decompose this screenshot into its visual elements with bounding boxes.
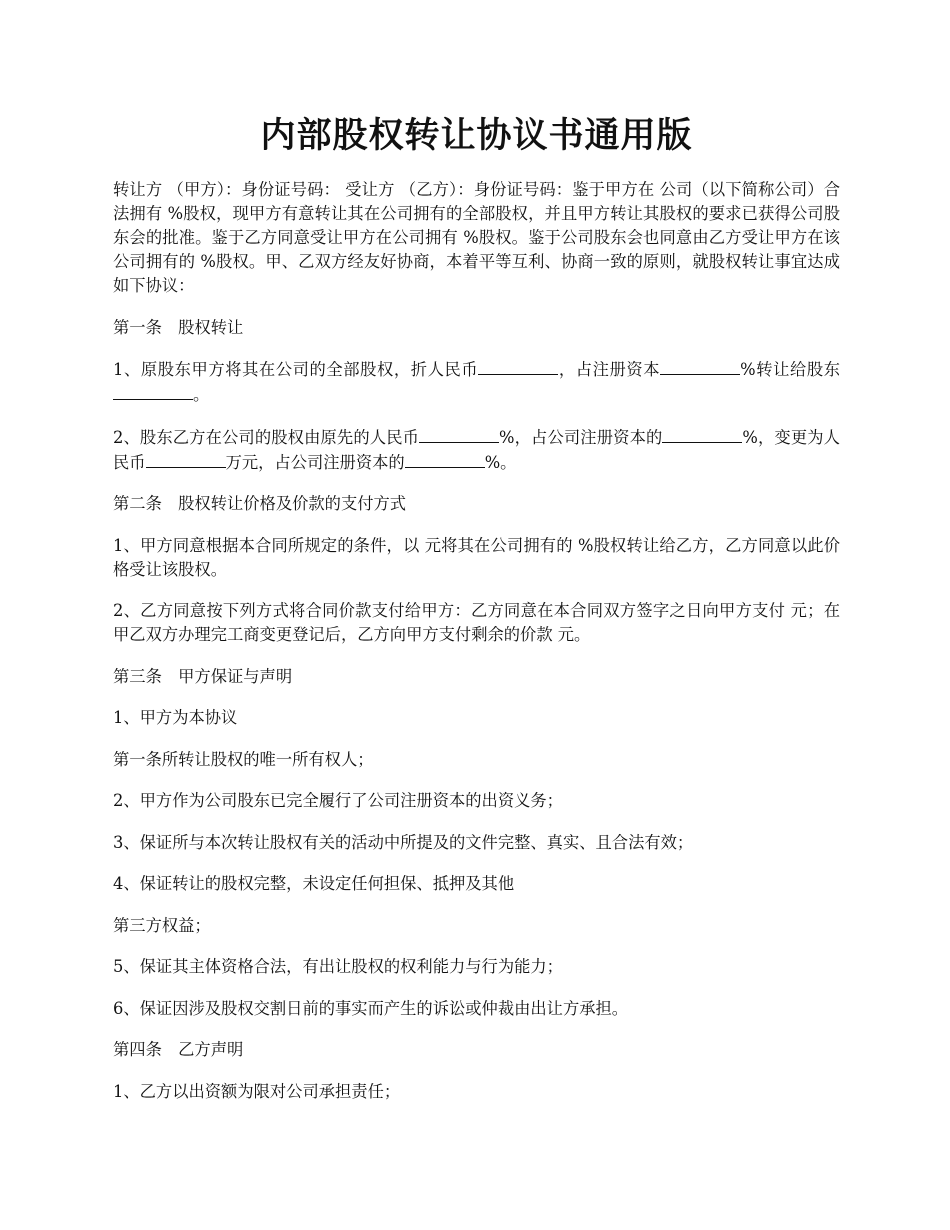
fill-in-blank[interactable] bbox=[662, 425, 742, 443]
article-3-line: 第一条所转让股权的唯一所有权人； bbox=[113, 749, 374, 769]
clause-text: 2、股东乙方在公司的股权由原先的人民币 bbox=[113, 427, 420, 447]
fill-in-blank[interactable] bbox=[146, 450, 226, 468]
article-1-heading: 第一条 股权转让 bbox=[113, 317, 244, 337]
fill-in-blank[interactable] bbox=[419, 425, 499, 443]
intro-paragraph: 转让方 （甲方）：身份证号码： 受让方 （乙方）：身份证号码：鉴于甲方在 公司（以下简称公司）合法拥有 %股权，现甲方有意转让其在公司拥有的全部股权，并且甲方转让其股权的要求已获得公司股东会的批准。鉴于乙方同意受让甲方在公司拥有 %股权。鉴于公司股东会也同意由乙方受让甲方在该公司拥有的 %股权。甲、乙双方经友好协商，本着平等互利、协商一致的原则，就股权转让事宜达成如下协议： bbox=[113, 180, 840, 295]
clause-text: ，占注册资本 bbox=[558, 360, 661, 379]
article-3-line: 5、保证其主体资格合法，有出让股权的权利能力与行为能力； bbox=[113, 957, 563, 976]
article-4-line: 1、乙方以出资额为限对公司承担责任； bbox=[113, 1081, 401, 1101]
article-3-line: 3、保证所与本次转让股权有关的活动中所提及的文件完整、真实、且合法有效； bbox=[113, 832, 694, 852]
clause-text: 万元，占公司注册资本的 bbox=[225, 452, 405, 472]
clause-text: 1、原股东甲方将其在公司的全部股权，折人民币 bbox=[113, 360, 479, 379]
article-2-clause-2: 2、乙方同意按下列方式将合同价款支付给甲方：乙方同意在本合同双方签字之日向甲方支付 元；在甲乙双方办理完工商变更登记后，乙方向甲方支付剩余的价款 元。 bbox=[113, 601, 840, 644]
article-3-heading: 第三条 甲方保证与声明 bbox=[113, 666, 293, 686]
article-3-line: 4、保证转让的股权完整，未设定任何担保、抵押及其他 bbox=[113, 874, 515, 893]
article-3-line: 6、保证因涉及股权交割日前的事实而产生的诉讼或仲裁由出让方承担。 bbox=[113, 998, 629, 1018]
article-3-line: 第三方权益； bbox=[113, 915, 211, 935]
fill-in-blank[interactable] bbox=[113, 382, 193, 400]
article-1-clause-2 bbox=[113, 425, 840, 475]
fill-in-blank[interactable] bbox=[478, 357, 558, 375]
article-2-clause-1: 1、甲方同意根据本合同所规定的条件，以 元将其在公司拥有的 %股权转让给乙方，乙方同意以此价格受让该股权。 bbox=[113, 535, 840, 579]
fill-in-blank[interactable] bbox=[405, 450, 485, 468]
document-title: 内部股权转让协议书通用版 bbox=[260, 115, 693, 156]
article-1-clause-1 bbox=[113, 357, 840, 407]
document-body bbox=[113, 178, 840, 1121]
article-4-heading: 第四条 乙方声明 bbox=[113, 1040, 244, 1059]
article-3-line: 2、甲方作为公司股东已完全履行了公司注册资本的出资义务； bbox=[113, 791, 563, 810]
fill-in-blank[interactable] bbox=[660, 357, 740, 375]
article-2-heading: 第二条 股权转让价格及价款的支付方式 bbox=[113, 494, 407, 513]
article-3-line: 1、甲方为本协议 bbox=[113, 708, 238, 727]
clause-text: %，变更为人民币 bbox=[113, 427, 840, 472]
clause-text: 。 bbox=[193, 385, 210, 404]
clause-text: %转让给股东 bbox=[740, 360, 840, 379]
clause-text: %。 bbox=[484, 452, 517, 472]
clause-text: %，占公司注册资本的 bbox=[499, 427, 663, 447]
